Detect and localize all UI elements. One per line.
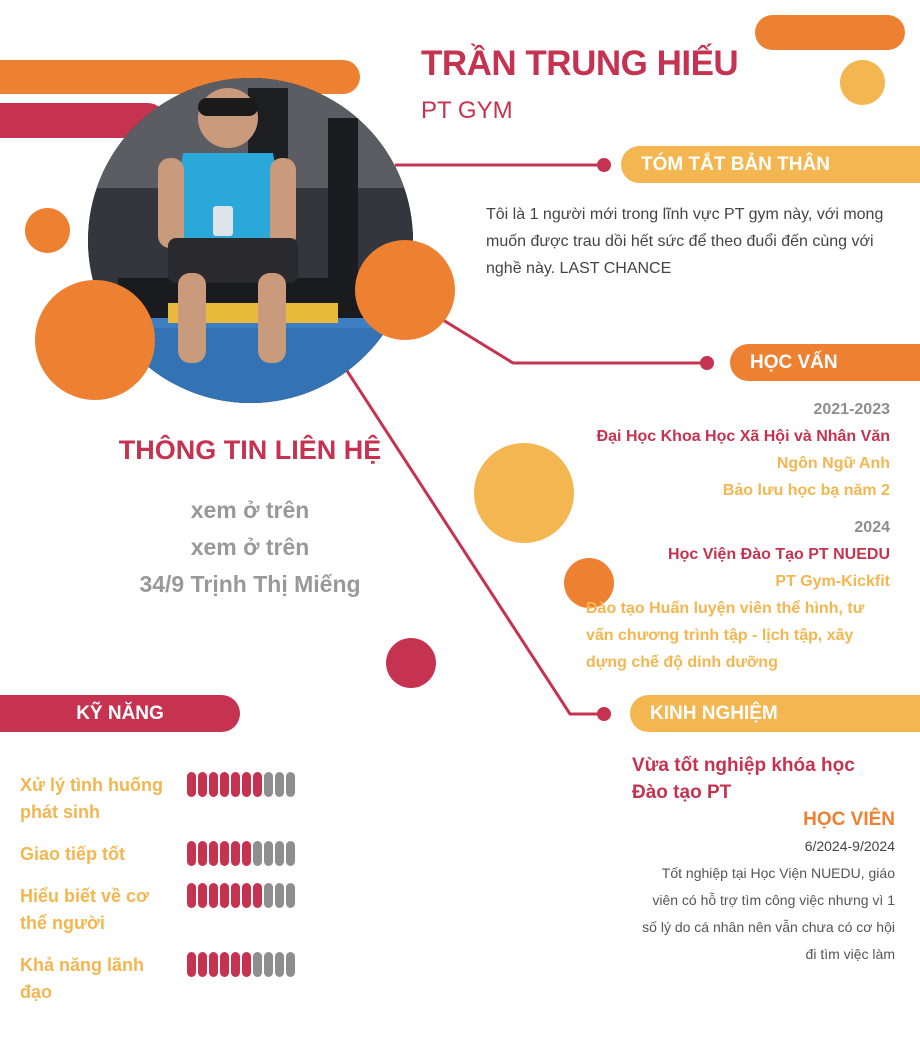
skill-bar xyxy=(187,952,295,977)
contact-email: xem ở trên xyxy=(190,534,310,560)
skill-bar-segment-empty xyxy=(275,841,284,866)
contact-heading: THÔNG TIN LIÊN HỆ xyxy=(118,435,382,465)
skill-bar-segment-filled xyxy=(187,883,196,908)
deco-dot-orange-photo-right xyxy=(355,240,455,340)
skill-bar-segment-filled xyxy=(242,772,251,797)
skill-bar-segment-filled xyxy=(253,883,262,908)
skill-bar-segment-filled xyxy=(187,772,196,797)
skill-bar-segment-filled xyxy=(198,883,207,908)
education-school: Học Viện Đào Tạo PT NUEDU xyxy=(668,546,890,563)
skill-bar-segment-empty xyxy=(264,841,273,866)
skill-bar-segment-filled xyxy=(220,952,229,977)
experience-title: Vừa tốt nghiệp khóa học Đào tạo PT xyxy=(632,755,855,803)
skills-heading xyxy=(0,695,240,732)
skill-bar-segment-empty xyxy=(264,952,273,977)
skill-bar-segment-filled xyxy=(209,841,218,866)
skill-bar-segment-filled xyxy=(231,841,240,866)
skills-heading-text: KỸ NĂNG xyxy=(76,703,164,724)
education-heading xyxy=(730,344,920,381)
summary-heading xyxy=(621,146,920,183)
skill-bar-segment-filled xyxy=(209,952,218,977)
skill-label: Xử lý tình huống phát sinh xyxy=(20,775,164,822)
skill-bar-segment-filled xyxy=(198,772,207,797)
skill-bar-segment-filled xyxy=(220,841,229,866)
skill-bar-segment-filled xyxy=(220,772,229,797)
experience-heading-text: KINH NGHIỆM xyxy=(650,703,778,724)
deco-dot-red-middle xyxy=(386,638,436,688)
skill-bar-segment-filled xyxy=(231,772,240,797)
experience-heading xyxy=(630,695,920,732)
candidate-name: TRẦN TRUNG HIẾU xyxy=(421,44,739,83)
skill-bar-segment-empty xyxy=(275,952,284,977)
skill-bar-segment-filled xyxy=(198,952,207,977)
skill-bar-segment-filled xyxy=(187,841,196,866)
skill-bar-segment-empty xyxy=(286,952,295,977)
skill-bar-segment-filled xyxy=(231,883,240,908)
skill-bar-segment-empty xyxy=(275,883,284,908)
skill-bar-segment-filled xyxy=(242,883,251,908)
skill-bar-segment-filled xyxy=(242,841,251,866)
skill-bar-segment-empty xyxy=(286,772,295,797)
education-note: Bảo lưu học bạ năm 2 xyxy=(722,482,890,499)
candidate-role: PT GYM xyxy=(421,97,513,124)
skill-bar-segment-filled xyxy=(253,772,262,797)
skill-bar-segment-filled xyxy=(187,952,196,977)
education-major: Ngôn Ngữ Anh xyxy=(776,455,890,472)
skill-bar-segment-filled xyxy=(242,952,251,977)
skill-bar xyxy=(187,841,295,866)
education-years: 2024 xyxy=(854,519,890,536)
skill-bar-segment-empty xyxy=(286,841,295,866)
contact-phone: xem ở trên xyxy=(190,497,310,523)
summary-text: Tôi là 1 người mới trong lĩnh vực PT gym này, với mong muốn được trau dồi hết sức để theo đuổi đến cùng với nghề này. LAST CHANCE xyxy=(486,206,884,277)
experience-position: HỌC VIÊN xyxy=(803,809,895,830)
education-entry xyxy=(550,514,890,595)
education-entry xyxy=(550,396,890,504)
skill-bar-segment-empty xyxy=(253,841,262,866)
contact-address: 34/9 Trịnh Thị Miếng xyxy=(139,571,361,597)
skill-bar-segment-filled xyxy=(209,883,218,908)
education-years: 2021-2023 xyxy=(813,401,890,418)
skill-bar-segment-filled xyxy=(231,952,240,977)
skill-bar xyxy=(187,883,295,908)
skill-label: Khả năng lãnh đạo xyxy=(20,955,145,1002)
skill-label: Giao tiếp tốt xyxy=(20,844,125,864)
skill-bar-segment-empty xyxy=(275,772,284,797)
skill-bar-segment-empty xyxy=(286,883,295,908)
summary-heading-text: TÓM TẮT BẢN THÂN xyxy=(641,154,830,175)
skill-bar-segment-filled xyxy=(198,841,207,866)
education-heading-text: HỌC VẤN xyxy=(750,352,838,373)
skill-bar xyxy=(187,772,295,797)
skill-label: Hiểu biết về cơ thể người xyxy=(20,886,149,933)
skill-bar-segment-filled xyxy=(220,883,229,908)
deco-dot-orange-small-left xyxy=(25,208,70,253)
deco-dot-orange-large-left xyxy=(35,280,155,400)
experience-description: Tốt nghiệp tại Học Viện NUEDU, giáo viên có hỗ trợ tìm công việc nhưng vì 1 số lý do cá nhân nên vẫn chưa có cơ hội đi tìm việc làm xyxy=(642,865,895,962)
skill-bar-segment-empty xyxy=(264,883,273,908)
skill-bar-segment-empty xyxy=(253,952,262,977)
skill-bar-segment-filled xyxy=(209,772,218,797)
experience-dates: 6/2024-9/2024 xyxy=(804,838,895,854)
education-major: PT Gym-Kickfit xyxy=(775,573,890,590)
skill-bar-segment-empty xyxy=(264,772,273,797)
education-note: Đào tạo Huấn luyện viên thể hình, tư vấn chương trình tập - lịch tập, xây dựng chế độ dinh dưỡng xyxy=(586,600,865,671)
education-school: Đại Học Khoa Học Xã Hội và Nhân Văn xyxy=(596,428,890,445)
